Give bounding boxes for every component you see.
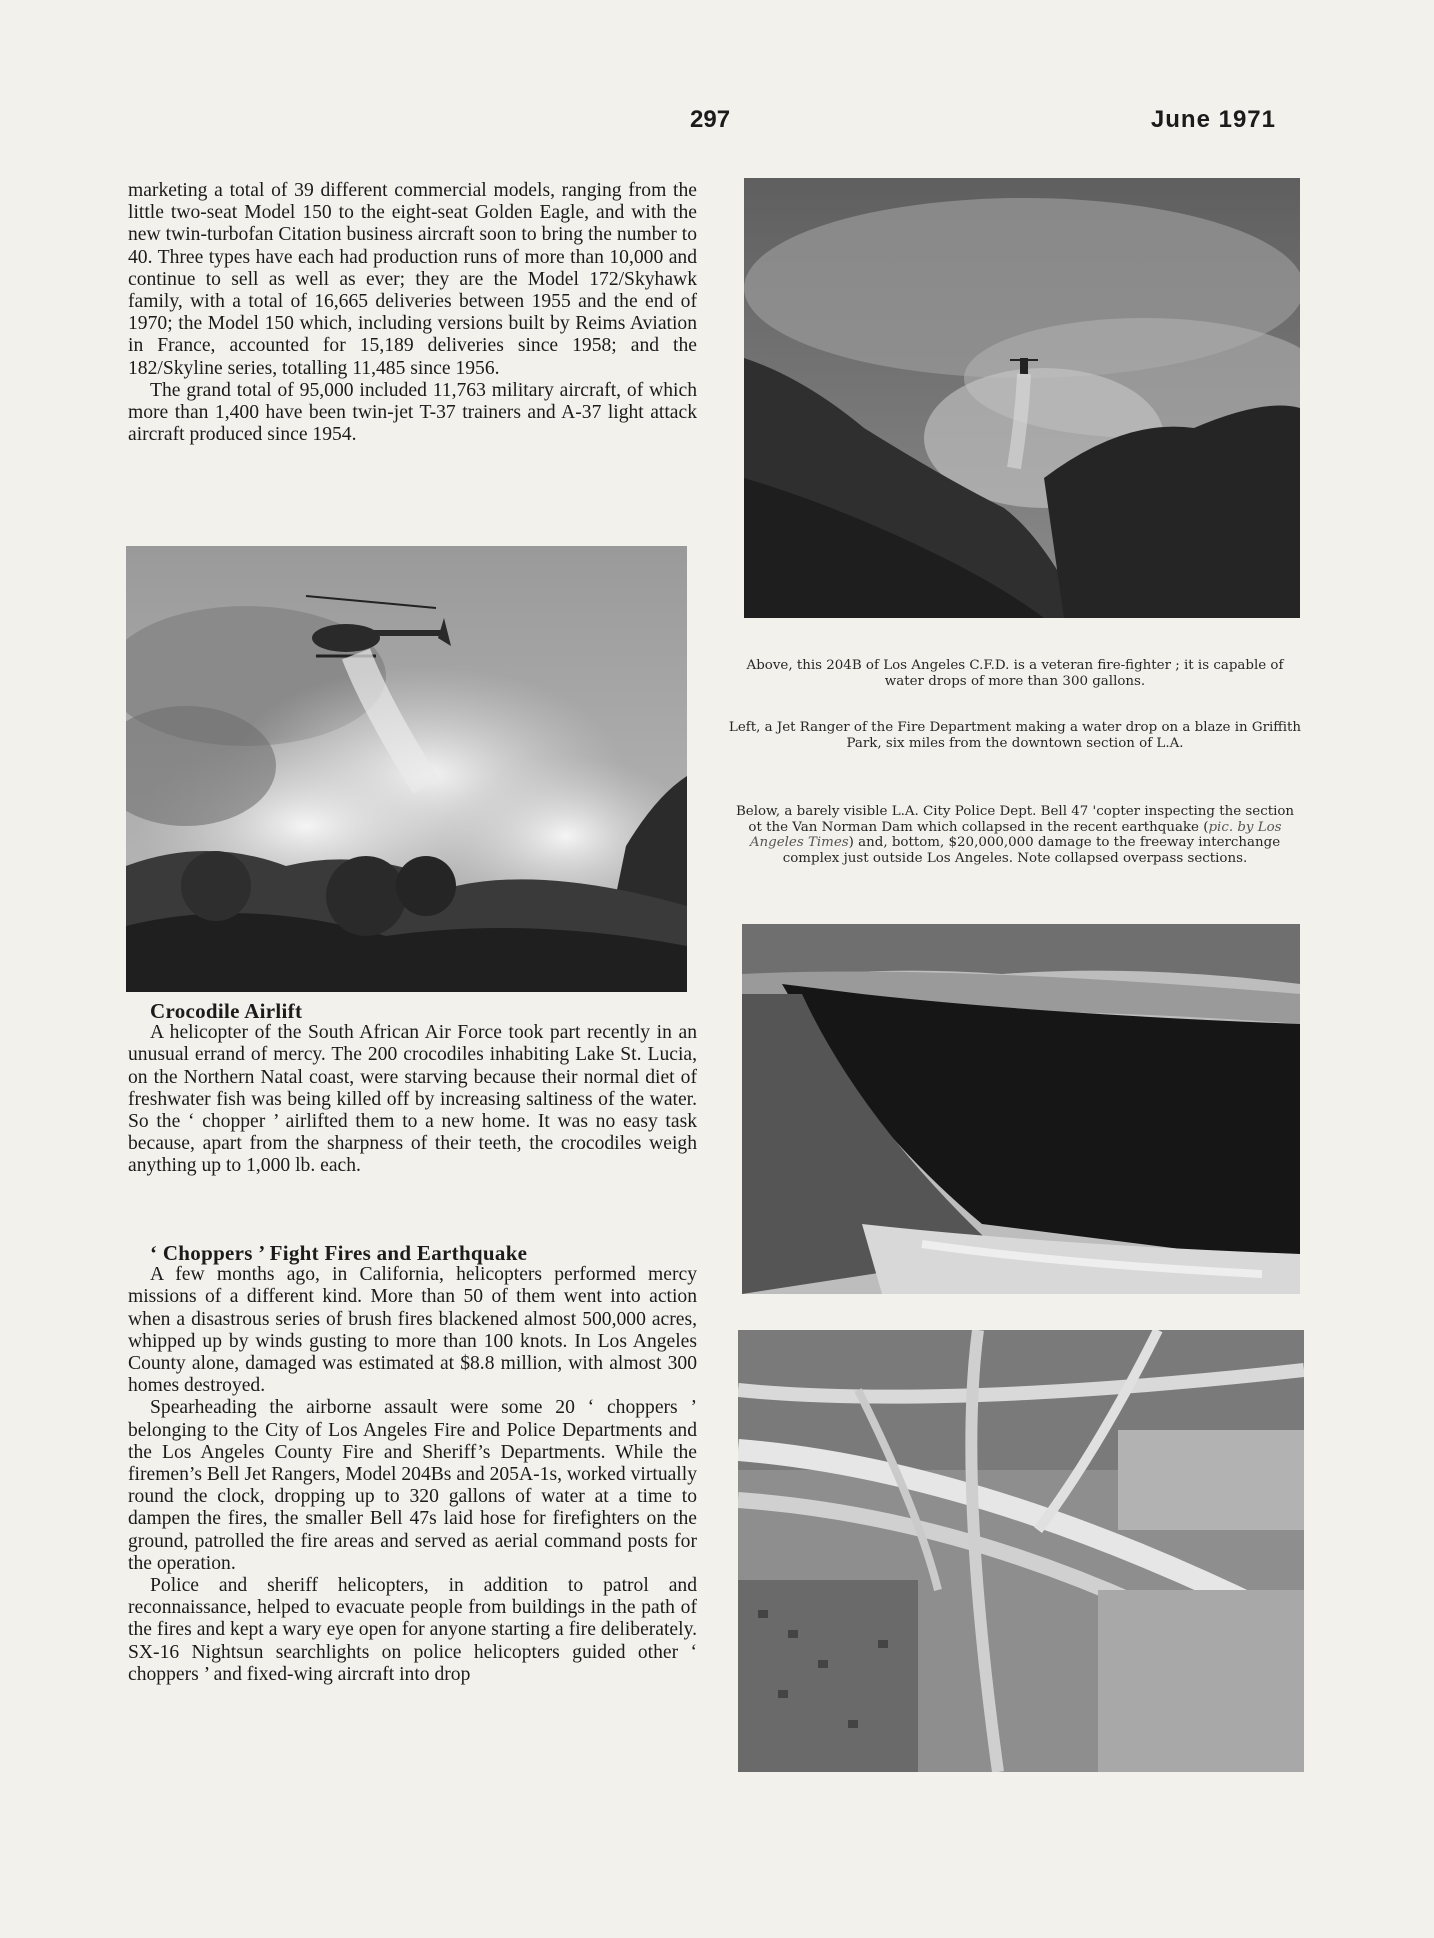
section-heading-crocodile: Crocodile Airlift xyxy=(150,999,303,1023)
page-number: 297 xyxy=(690,106,731,133)
caption-below-text xyxy=(728,804,1302,866)
issue-date: June 1971 xyxy=(1150,106,1276,133)
intro-text xyxy=(128,180,697,446)
crocodile-section xyxy=(128,1000,697,1178)
intro-paragraph-1: marketing a total of 39 different commercial models, ranging from the little two-seat Model 150 to the eight-seat Golden Eagle, and with the new twin-turbofan Citation business aircraft soon to bring the number to 40. Three types have each had production runs of more than 10,000 and continue to sell as well as ever; they are the Model 172/Skyhawk family, with a total of 16,665 deliveries between 1955 and the end of 1970; the Model 150 which, including versions built by Reims Aviation in France, accounted for 15,189 deliveries since 1958; and the 182/Skyline series, totalling 11,485 since 1956. xyxy=(128,180,697,379)
photo-helicopter-water-drop xyxy=(126,546,687,992)
caption-left xyxy=(728,720,1302,751)
intro-paragraph-2: The grand total of 95,000 included 11,763 military aircraft, of which more than 1,400 have been twin-jet T-37 trainers and A-37 light attack aircraft produced since 1954. xyxy=(128,379,697,446)
photo-fire-hillside xyxy=(744,178,1300,618)
choppers-paragraph-1: A few months ago, in California, helicopters performed mercy missions of a different kind. More than 50 of them went into action when a disastrous series of brush fires blackened almost 500,000 acres, whipped up by winds gusting to more than 100 knots. In Los Angeles County alone, damaged was estimated at $8.8 million, with almost 300 homes destroyed. xyxy=(128,1264,697,1397)
caption-below-start: Below, a barely visible L.A. City Police Dept. Bell 47 'copter inspecting the section ot the Van Norman Dam which collapsed in the recent earthquake ( xyxy=(735,804,1295,835)
caption-below-end: ) and, bottom, $20,000,000 damage to the freeway interchange complex just outside Los Angeles. Note collapsed overpass sections. xyxy=(782,835,1281,866)
choppers-paragraph-2: Spearheading the airborne assault were some 20 ‘ choppers ’ belonging to the City of Los Angeles Fire and Police Departments and the Los Angeles County Fire and Sheriff’s Departments. While the firemen’s Bell Jet Rangers, Model 204Bs and 205A-1s, worked virtually round the clock, dropping up to 320 gallons of water at a time to dampen the fires, the smaller Bell 47s laid hose for firefighters on the ground, patrolled the fire areas and served as aerial command posts for the operation. xyxy=(128,1397,697,1574)
section-heading-choppers: ‘ Choppers ’ Fight Fires and Earthquake xyxy=(150,1241,528,1265)
caption-below xyxy=(728,804,1302,866)
choppers-section xyxy=(128,1242,697,1686)
photo-freeway-interchange xyxy=(738,1330,1304,1772)
caption-photo-credit: pic. by Los Angeles Times xyxy=(749,819,1282,851)
crocodile-paragraph: A helicopter of the South African Air Force took part recently in an unusual errand of mercy. The 200 crocodiles inhabiting Lake St. Lucia, on the Northern Natal coast, were starving because their normal diet of freshwater fish was being killed off by increasing saltiness of the water. So the ‘ chopper ’ airlifted them to a new home. It was no easy task because, apart from the sharpness of their teeth, the crocodiles weigh anything up to 1,000 lb. each. xyxy=(128,1022,697,1177)
caption-left-text: Left, a Jet Ranger of the Fire Department making a water drop on a blaze in Griffith Park, six miles from the downtown section of L.A. xyxy=(728,720,1302,751)
caption-above-text: Above, this 204B of Los Angeles C.F.D. is a veteran fire-fighter ; it is capable of water drops of more than 300 gallons. xyxy=(746,658,1284,689)
photo-van-norman-dam xyxy=(742,924,1300,1294)
caption-above xyxy=(728,658,1302,689)
choppers-paragraph-3: Police and sheriff helicopters, in addition to patrol and reconnaissance, helped to evacuate people from buildings in the path of the fires and kept a wary eye open for anyone starting a fire deliberately. SX-16 Nightsun searchlights on police helicopters guided other ‘ choppers ’ and fixed-wing aircraft into drop xyxy=(128,1575,697,1685)
